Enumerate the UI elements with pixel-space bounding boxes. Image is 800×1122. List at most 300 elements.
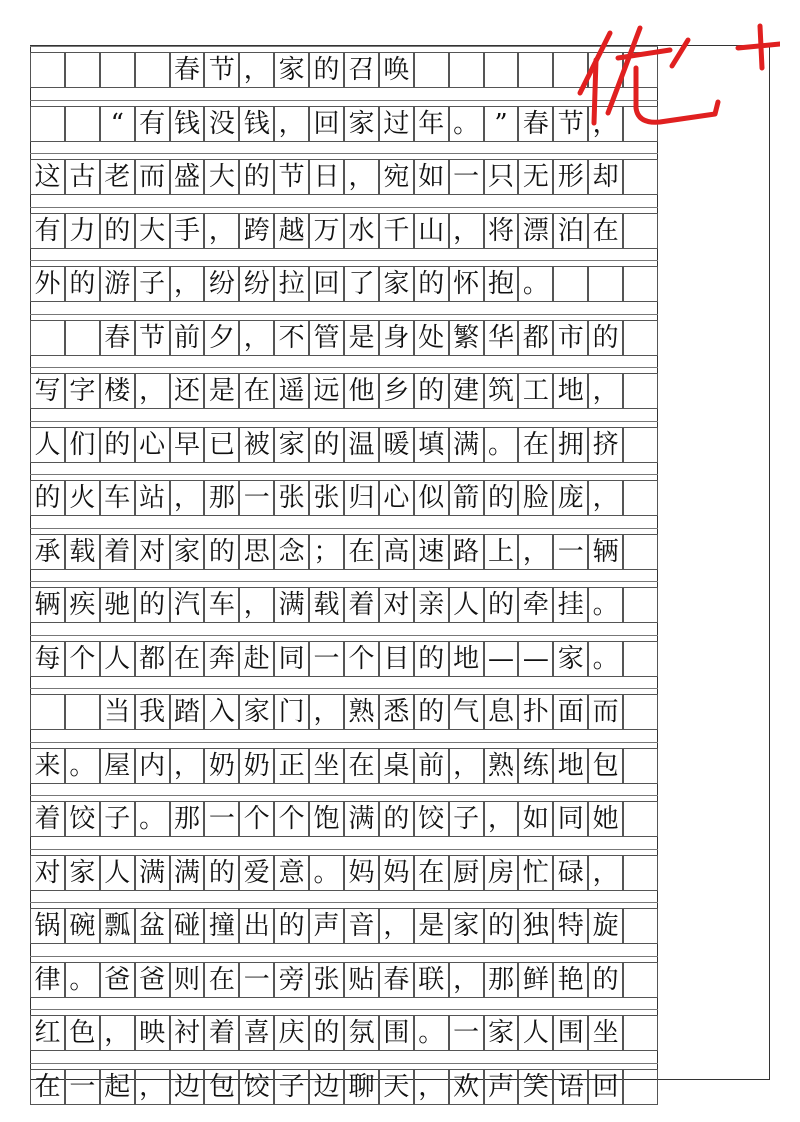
grid-cell: 越 — [274, 213, 309, 249]
grid-cell: 高 — [379, 534, 414, 570]
grid-cell: 边 — [170, 1069, 205, 1105]
grid-cell: 的 — [414, 694, 449, 730]
grid-cell: 当 — [100, 694, 135, 730]
grid-cell: 悉 — [379, 694, 414, 730]
grid-cell: 春 — [170, 52, 205, 88]
grid-cell: 却 — [588, 159, 623, 195]
grid-cell: 日 — [309, 159, 344, 195]
grid-cell — [65, 106, 100, 142]
grid-cell: ， — [588, 855, 623, 891]
grid-cell: 张 — [309, 480, 344, 516]
grid-cell: 节 — [553, 106, 588, 142]
grid-cell: 屋 — [100, 748, 135, 784]
grid-cell: 管 — [309, 320, 344, 356]
grid-cell: 归 — [344, 480, 379, 516]
grid-cell: 一 — [65, 1069, 100, 1105]
grid-cell: 撞 — [204, 908, 239, 944]
grid-cell: 还 — [170, 373, 205, 409]
grid-cell: ， — [449, 962, 484, 998]
grid-cell: 欢 — [449, 1069, 484, 1105]
grid-cell: 将 — [484, 213, 519, 249]
grid-cell: ， — [170, 266, 205, 302]
grid-cell: 车 — [100, 480, 135, 516]
grid-cell: 游 — [100, 266, 135, 302]
grid-cell: 满 — [135, 855, 170, 891]
grid-cell: 踏 — [170, 694, 205, 730]
grid-cell: 宛 — [379, 159, 414, 195]
grid-cell: 出 — [239, 908, 274, 944]
grid-cell: 华 — [484, 320, 519, 356]
grid-cell: 那 — [484, 962, 519, 998]
grid-cell: 来 — [30, 748, 65, 784]
grid-cell: ， — [379, 908, 414, 944]
grid-cell: 在 — [204, 962, 239, 998]
grid-cell: 前 — [414, 748, 449, 784]
grid-cell — [518, 52, 553, 88]
essay-line — [30, 320, 658, 356]
grid-cell: 包 — [588, 748, 623, 784]
grid-cell: 有 — [135, 106, 170, 142]
grid-cell: 个 — [239, 801, 274, 837]
grid-cell: 张 — [309, 962, 344, 998]
grid-cell: ， — [239, 52, 274, 88]
grid-cell: 满 — [170, 855, 205, 891]
grid-cell: 都 — [135, 641, 170, 677]
grid-cell — [623, 1015, 658, 1051]
grid-cell: ， — [100, 1015, 135, 1051]
grid-cell: 瓢 — [100, 908, 135, 944]
grid-cell: 则 — [170, 962, 205, 998]
grid-cell: 辆 — [30, 587, 65, 623]
grid-cell: 召 — [344, 52, 379, 88]
grid-cell: 联 — [414, 962, 449, 998]
grid-cell: ， — [170, 748, 205, 784]
grid-cell: 。 — [414, 1015, 449, 1051]
grid-cell — [65, 320, 100, 356]
essay-line — [30, 1069, 658, 1105]
grid-cell: 万 — [309, 213, 344, 249]
grid-cell: 春 — [518, 106, 553, 142]
essay-line — [30, 159, 658, 195]
grid-cell — [623, 801, 658, 837]
grid-cell: 满 — [274, 587, 309, 623]
grid-cell: 庆 — [274, 1015, 309, 1051]
grid-cell: ， — [414, 1069, 449, 1105]
grid-cell: 建 — [449, 373, 484, 409]
grid-cell: ， — [170, 480, 205, 516]
grid-cell: ， — [239, 320, 274, 356]
grid-cell: 的 — [309, 427, 344, 463]
grid-cell: 饺 — [414, 801, 449, 837]
grid-cell: 饺 — [239, 1069, 274, 1105]
grid-cell: 妈 — [344, 855, 379, 891]
grid-cell: 过 — [379, 106, 414, 142]
grid-cell: 家 — [170, 534, 205, 570]
grid-cell: 爱 — [239, 855, 274, 891]
essay-title-row — [30, 52, 658, 88]
essay-line — [30, 1015, 658, 1051]
grid-cell: 爸 — [135, 962, 170, 998]
grid-cell: 着 — [30, 801, 65, 837]
grid-cell: 纷 — [204, 266, 239, 302]
grid-cell: 家 — [484, 1015, 519, 1051]
grid-cell: 心 — [379, 480, 414, 516]
grid-cell: 的 — [65, 266, 100, 302]
grid-cell: 地 — [449, 641, 484, 677]
grid-cell: — — [518, 641, 553, 677]
grid-cell: 。 — [449, 106, 484, 142]
grid-cell: 有 — [30, 213, 65, 249]
grid-cell: “ — [100, 106, 135, 142]
grid-cell: 家 — [344, 106, 379, 142]
grid-cell: 的 — [100, 427, 135, 463]
grid-cell: 抱 — [484, 266, 519, 302]
grid-cell: 写 — [30, 373, 65, 409]
essay-line — [30, 801, 658, 837]
grid-cell: 如 — [518, 801, 553, 837]
grid-cell: ， — [309, 694, 344, 730]
grid-cell: 远 — [309, 373, 344, 409]
grid-cell: 在 — [344, 534, 379, 570]
grid-cell: 庞 — [553, 480, 588, 516]
grid-cell — [449, 52, 484, 88]
grid-cell: 包 — [204, 1069, 239, 1105]
grid-cell: 在 — [170, 641, 205, 677]
essay-line — [30, 480, 658, 516]
grid-cell: 满 — [449, 427, 484, 463]
grid-cell: 厨 — [449, 855, 484, 891]
grid-cell: 个 — [274, 801, 309, 837]
grid-cell: 家 — [239, 694, 274, 730]
grid-cell: 艳 — [553, 962, 588, 998]
grid-cell: 锅 — [30, 908, 65, 944]
grid-cell: 一 — [449, 159, 484, 195]
essay-line — [30, 587, 658, 623]
grid-cell: 前 — [170, 320, 205, 356]
grid-cell: 对 — [135, 534, 170, 570]
grid-cell: 奶 — [204, 748, 239, 784]
grid-cell — [623, 748, 658, 784]
grid-cell — [623, 855, 658, 891]
essay-line — [30, 427, 658, 463]
grid-cell: 一 — [239, 962, 274, 998]
grid-cell: 的 — [204, 855, 239, 891]
grid-cell: 聊 — [344, 1069, 379, 1105]
grid-cell: 子 — [100, 801, 135, 837]
essay-line — [30, 106, 658, 142]
grid-cell: 古 — [65, 159, 100, 195]
grid-cell: 练 — [518, 748, 553, 784]
grid-cell: 脸 — [518, 480, 553, 516]
grid-cell: 在 — [30, 1069, 65, 1105]
grid-cell: 没 — [204, 106, 239, 142]
grid-cell: 速 — [414, 534, 449, 570]
grid-cell: 心 — [135, 427, 170, 463]
grid-cell: — — [484, 641, 519, 677]
grid-cell: 温 — [344, 427, 379, 463]
grid-cell: 回 — [588, 1069, 623, 1105]
grid-cell: 人 — [30, 427, 65, 463]
grid-cell: 饱 — [309, 801, 344, 837]
grid-cell: 正 — [274, 748, 309, 784]
grid-cell — [623, 266, 658, 302]
grid-cell: 子 — [449, 801, 484, 837]
grid-cell: 家 — [65, 855, 100, 891]
grid-cell: 节 — [204, 52, 239, 88]
grid-cell: 路 — [449, 534, 484, 570]
grid-cell: 是 — [204, 373, 239, 409]
grid-cell: 回 — [309, 106, 344, 142]
grid-cell: 喜 — [239, 1015, 274, 1051]
grid-cell: 盆 — [135, 908, 170, 944]
grid-cell — [623, 694, 658, 730]
grid-cell: 钱 — [239, 106, 274, 142]
essay-line — [30, 213, 658, 249]
grid-cell: 氛 — [344, 1015, 379, 1051]
grid-cell: 了 — [344, 266, 379, 302]
grid-cell: 怀 — [449, 266, 484, 302]
grid-cell: 碗 — [65, 908, 100, 944]
essay-line — [30, 266, 658, 302]
grid-cell: 家 — [274, 427, 309, 463]
essay-line — [30, 534, 658, 570]
grid-cell: 一 — [204, 801, 239, 837]
grid-cell: 。 — [484, 427, 519, 463]
grid-cell: 站 — [135, 480, 170, 516]
grid-cell — [623, 373, 658, 409]
grid-cell: 满 — [344, 801, 379, 837]
grid-cell: 是 — [344, 320, 379, 356]
grid-cell: 的 — [414, 641, 449, 677]
grid-cell: 力 — [65, 213, 100, 249]
grid-cell: 鲜 — [518, 962, 553, 998]
grid-cell — [135, 52, 170, 88]
grid-cell: ， — [135, 1069, 170, 1105]
grid-cell: 她 — [588, 801, 623, 837]
grid-cell: 一 — [449, 1015, 484, 1051]
grid-cell: 内 — [135, 748, 170, 784]
grid-cell: 家 — [274, 52, 309, 88]
grid-cell: 的 — [30, 480, 65, 516]
grid-cell: 大 — [204, 159, 239, 195]
grid-cell: 音 — [344, 908, 379, 944]
grid-cell: 外 — [30, 266, 65, 302]
grid-cell: 已 — [204, 427, 239, 463]
grid-cell: ， — [588, 373, 623, 409]
grid-cell: ， — [135, 373, 170, 409]
grid-cell: 春 — [379, 962, 414, 998]
grid-cell: 赴 — [239, 641, 274, 677]
grid-cell: 节 — [274, 159, 309, 195]
grid-cell: ， — [449, 748, 484, 784]
grid-cell: 特 — [553, 908, 588, 944]
essay-line — [30, 694, 658, 730]
grid-cell: 每 — [30, 641, 65, 677]
grid-cell: 坐 — [588, 1015, 623, 1051]
grid-cell: 大 — [135, 213, 170, 249]
grid-cell: 亲 — [414, 587, 449, 623]
grid-cell — [623, 641, 658, 677]
grid-cell: 上 — [484, 534, 519, 570]
grade-mark — [570, 18, 780, 133]
grid-cell: 楼 — [100, 373, 135, 409]
grid-cell: 老 — [100, 159, 135, 195]
grid-cell: 熟 — [484, 748, 519, 784]
grid-cell: 色 — [65, 1015, 100, 1051]
grid-cell: 如 — [414, 159, 449, 195]
grid-cell: 同 — [553, 801, 588, 837]
grid-cell: 地 — [553, 373, 588, 409]
grid-cell: 市 — [553, 320, 588, 356]
grid-cell: 奶 — [239, 748, 274, 784]
grid-cell — [623, 908, 658, 944]
grid-cell: 繁 — [449, 320, 484, 356]
grid-cell: ， — [449, 213, 484, 249]
grid-cell: 旁 — [274, 962, 309, 998]
grid-cell: 碰 — [170, 908, 205, 944]
grid-cell: 的 — [135, 587, 170, 623]
essay-line — [30, 748, 658, 784]
grid-cell: 跨 — [239, 213, 274, 249]
grid-cell — [30, 320, 65, 356]
grid-cell: 在 — [414, 855, 449, 891]
grid-cell: 在 — [588, 213, 623, 249]
grid-cell: 人 — [518, 1015, 553, 1051]
grid-cell: 气 — [449, 694, 484, 730]
grid-cell: 的 — [239, 159, 274, 195]
grid-cell: 的 — [414, 373, 449, 409]
grid-cell: 个 — [65, 641, 100, 677]
grid-cell: 工 — [518, 373, 553, 409]
grid-cell: ， — [518, 534, 553, 570]
grid-cell: 暖 — [379, 427, 414, 463]
grid-cell: 人 — [100, 855, 135, 891]
grid-cell — [65, 52, 100, 88]
grid-cell: 张 — [274, 480, 309, 516]
grid-cell: 桌 — [379, 748, 414, 784]
grid-cell: 声 — [309, 908, 344, 944]
grid-cell: 的 — [204, 534, 239, 570]
grid-cell — [623, 427, 658, 463]
grid-cell: 一 — [553, 534, 588, 570]
grid-cell: 那 — [170, 801, 205, 837]
grid-cell: 人 — [100, 641, 135, 677]
grid-cell — [623, 962, 658, 998]
grid-cell: 早 — [170, 427, 205, 463]
grid-cell: 对 — [30, 855, 65, 891]
grid-cell: 。 — [135, 801, 170, 837]
grid-cell: 红 — [30, 1015, 65, 1051]
grid-cell: 筑 — [484, 373, 519, 409]
grid-cell: 的 — [484, 587, 519, 623]
grid-cell: 这 — [30, 159, 65, 195]
grid-cell: 。 — [309, 855, 344, 891]
grid-cell: 牵 — [518, 587, 553, 623]
grid-cell: 他 — [344, 373, 379, 409]
grid-cell: 碌 — [553, 855, 588, 891]
grid-cell: 乡 — [379, 373, 414, 409]
grid-cell: 奔 — [204, 641, 239, 677]
grid-cell: 似 — [414, 480, 449, 516]
grid-cell: 填 — [414, 427, 449, 463]
grid-cell: 起 — [100, 1069, 135, 1105]
grid-cell: ， — [274, 106, 309, 142]
essay-line — [30, 855, 658, 891]
grid-cell: 的 — [309, 1015, 344, 1051]
grid-cell: 的 — [414, 266, 449, 302]
grid-cell — [553, 266, 588, 302]
grid-cell: 都 — [518, 320, 553, 356]
grid-cell: 千 — [379, 213, 414, 249]
grid-cell: 子 — [274, 1069, 309, 1105]
grid-cell: 而 — [135, 159, 170, 195]
grid-cell: 春 — [100, 320, 135, 356]
grid-cell: 唤 — [379, 52, 414, 88]
grid-cell: 语 — [553, 1069, 588, 1105]
grid-cell: 独 — [518, 908, 553, 944]
grid-cell: 的 — [309, 52, 344, 88]
grid-cell: 家 — [553, 641, 588, 677]
grid-cell: 形 — [553, 159, 588, 195]
grid-cell: 家 — [379, 266, 414, 302]
grid-cell: 回 — [309, 266, 344, 302]
grid-cell: 一 — [239, 480, 274, 516]
grid-cell: 着 — [344, 587, 379, 623]
grid-cell: 子 — [135, 266, 170, 302]
grid-cell: 在 — [518, 427, 553, 463]
grid-cell: 妈 — [379, 855, 414, 891]
grid-cell: 的 — [274, 908, 309, 944]
grid-cell: 人 — [449, 587, 484, 623]
grid-cell: 的 — [484, 480, 519, 516]
grid-cell: 同 — [274, 641, 309, 677]
grid-cell: 映 — [135, 1015, 170, 1051]
grid-cell: 声 — [484, 1069, 519, 1105]
essay-line — [30, 641, 658, 677]
grid-cell: 被 — [239, 427, 274, 463]
grid-cell: 处 — [414, 320, 449, 356]
grid-cell: ” — [484, 106, 519, 142]
grid-cell: 只 — [484, 159, 519, 195]
grid-cell: 围 — [379, 1015, 414, 1051]
grid-cell: ， — [588, 106, 623, 142]
grid-cell: 天 — [379, 1069, 414, 1105]
grid-cell: 着 — [100, 534, 135, 570]
grid-cell: 家 — [449, 908, 484, 944]
grid-cell: 念 — [274, 534, 309, 570]
grid-cell: 忙 — [518, 855, 553, 891]
grid-cell: 漂 — [518, 213, 553, 249]
grid-cell: 贴 — [344, 962, 379, 998]
grid-cell: 身 — [379, 320, 414, 356]
grid-cell: 承 — [30, 534, 65, 570]
grid-cell: 对 — [379, 587, 414, 623]
grid-cell: 坐 — [309, 748, 344, 784]
grid-cell: 。 — [65, 962, 100, 998]
grid-cell: ， — [484, 801, 519, 837]
grid-cell — [623, 587, 658, 623]
grid-cell: 的 — [100, 213, 135, 249]
grid-cell: 饺 — [65, 801, 100, 837]
grid-cell: 火 — [65, 480, 100, 516]
grid-cell: ， — [344, 159, 379, 195]
essay-line — [30, 908, 658, 944]
grid-cell: 辆 — [588, 534, 623, 570]
grid-cell: 。 — [65, 748, 100, 784]
grid-cell: 字 — [65, 373, 100, 409]
grid-cell: 而 — [588, 694, 623, 730]
grid-cell — [623, 320, 658, 356]
